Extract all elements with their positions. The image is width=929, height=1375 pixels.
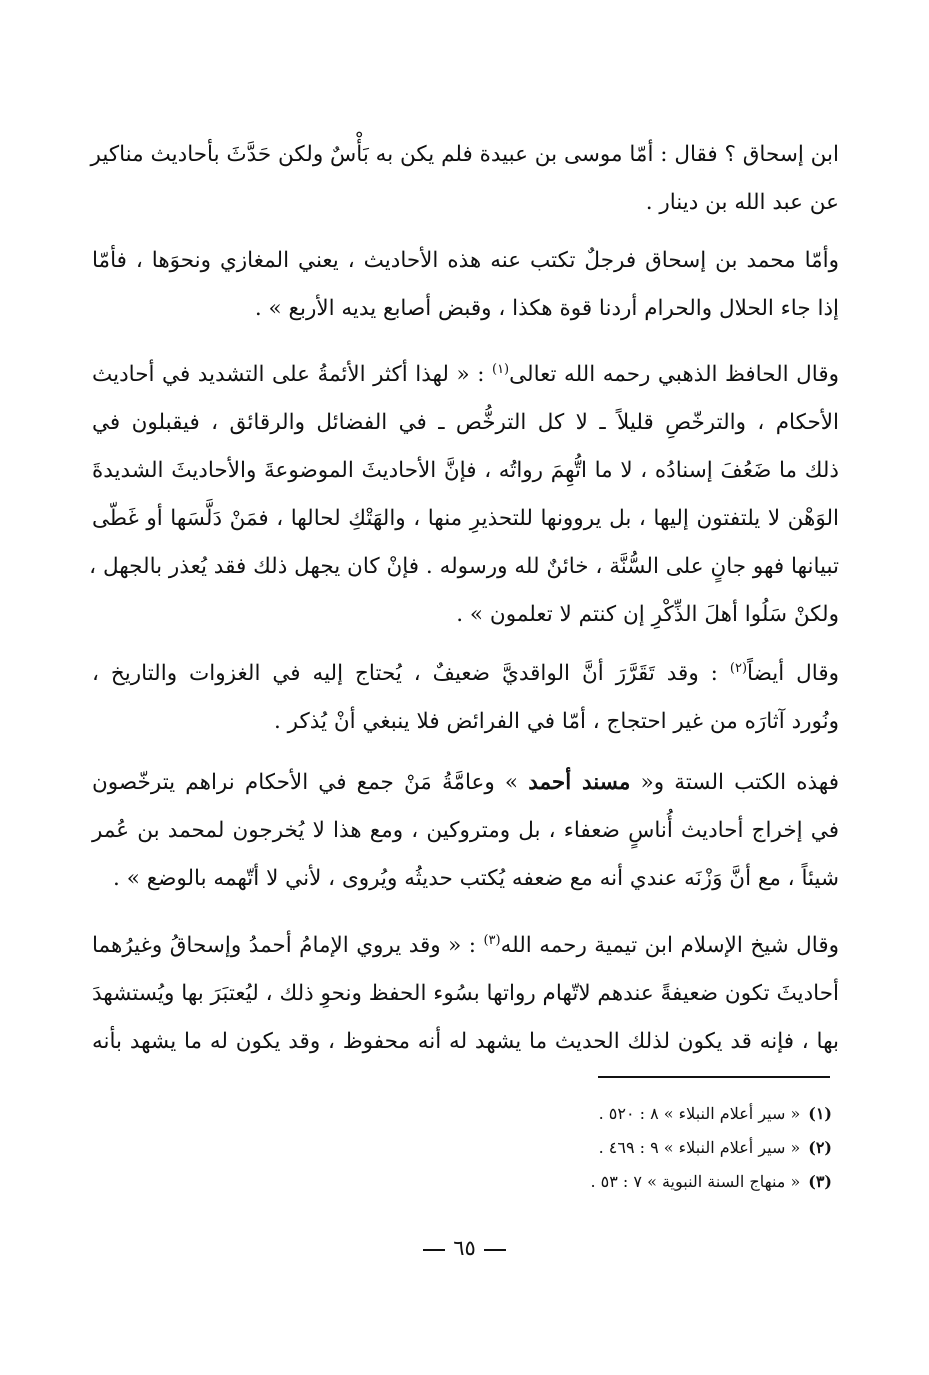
paragraph-line [92, 759, 839, 807]
footnote-marker: (٢) [729, 660, 748, 676]
line-text: وقال الحافظ الذهبي رحمه الله تعالى [509, 362, 840, 387]
footnote-3 [432, 1165, 832, 1199]
paragraph-line: وأمّا محمد بن إسحاق فرجلٌ تكتب عنه هذه الأحاديث ، يعني المغازي ونحوَها ، فأمّا [92, 248, 839, 273]
paragraph-3 [89, 351, 840, 639]
footnotes [432, 1097, 832, 1199]
paragraph-4 [92, 650, 839, 746]
line-text: وقال أيضاً [747, 661, 839, 686]
footnote-text: « سير أعلام النبلاء » ٩ : ٤٦٩ . [598, 1138, 801, 1157]
line-text: : « وقد يروي الإمامُ أحمدُ وإسحاقُ وغيرُهما [92, 933, 484, 958]
page-number-dash [484, 1249, 506, 1251]
paragraph-1 [92, 131, 839, 227]
page-number-dash [423, 1249, 445, 1251]
paragraph-line: إذا جاء الحلال والحرام أردنا قوة هكذا ، وقبض أصابع يديه الأربع » . [254, 296, 839, 321]
line-text: : « لهذا أكثر الأئمةُ على التشديد في أحاديث [92, 362, 492, 387]
paragraph-2 [92, 237, 839, 333]
line-text: » وعامَّةُ مَنْ جمع في الأحكام نراهم يترخّصون [92, 770, 529, 795]
paragraph-line: شيئاً ، مع أنَّ وَزْنَه عندي أنه مع ضعفه يُكتب حديثُه ويُروى ، لأني لا أتّهمه بالوضع » . [113, 866, 839, 891]
footnote-marker: (٣) [483, 932, 501, 948]
paragraph-line: بها ، فإنه قد يكون لذلك الحديث ما يشهد له أنه محفوظ ، وقد يكون له ما يشهد بأنه [92, 1029, 839, 1054]
paragraph-line [92, 650, 839, 698]
footnote-text: « سير أعلام النبلاء » ٨ : ٥٢٠ . [598, 1104, 801, 1123]
footnote-separator [598, 1076, 830, 1078]
footnote-text: « منهاج السنة النبوية » ٧ : ٥٣ . [590, 1172, 801, 1191]
paragraph-line [92, 922, 839, 970]
paragraph-line: ولكنْ سَلُوا أهلَ الذِّكْرِ إن كنتم لا تعلمون » . [456, 602, 839, 627]
paragraph-line: الأحكام ، والترخّصِ قليلاً ـ لا كل الترخُّص ـ في الفضائل والرقائق ، فيقبلون في [92, 410, 839, 435]
paragraph-line: ونُورد آثارَه من غير احتجاج ، أمّا في الفرائض فلا ينبغي أنْ يُذكر . [273, 709, 839, 734]
line-text: : وقد تَقَرَّرَ أنَّ الواقديَّ ضعيفٌ ، يُحتاج إليه في الغزوات والتاريخ ، [92, 661, 730, 686]
footnote-number: (١) [808, 1104, 832, 1123]
paragraph-line: الوَهْن لا يلتفتون إليها ، بل يروونها للتحذيرِ منها ، والهَتْكِ لحالها ، فمَنْ دَلَّسَها أو غَطّى [92, 506, 839, 531]
book-title-bold: مسند أحمد [528, 770, 631, 795]
line-text: فهذه الكتب الستة و« [630, 770, 839, 795]
paragraph-line: ابن إسحاق ؟ فقال : أمّا موسى بن عبيدة فلم يكن به بَأْسٌ ولكن حَدَّثَ بأحاديث مناكير [90, 142, 839, 167]
footnote-number: (٢) [808, 1138, 832, 1157]
paragraph-line [92, 351, 839, 399]
page-number [0, 1236, 929, 1260]
paragraph-line: عن عبد الله بن دينار . [645, 190, 839, 215]
footnote-1 [432, 1097, 832, 1131]
paragraph-line: تبيانها فهو جانٍ على السُّنَّة ، خائنٌ لله ورسوله . فإنْ كان يجهل ذلك فقد يُعذر بالجهل ، [89, 554, 839, 579]
footnote-2 [432, 1131, 832, 1165]
paragraph-line: أحاديثَ تكون ضعيفةً عندهم لاتّهام رواتها بسُوء الحفظ ونحوِ ذلك ، ليُعتبَرَ بها ويُستشهدَ [92, 981, 839, 1006]
paragraph-line: ذلك ما ضَعُفَ إسنادُه ، لا ما اتُّهِمَ رواتُه ، فإنَّ الأحاديثَ الموضوعةَ والأحاديثَ الشديدةَ [92, 458, 839, 483]
page-number-value: ٦٥ [453, 1236, 476, 1260]
footnote-number: (٣) [808, 1172, 832, 1191]
paragraph-5 [92, 759, 839, 903]
footnote-marker: (١) [491, 361, 510, 377]
paragraph-line: في إخراج أحاديث أُناسٍ ضعفاء ، بل ومتروكين ، ومع هذا لا يُخرجون لمحمد بن عُمر [92, 818, 839, 843]
line-text: وقال شيخ الإسلام ابن تيمية رحمه الله [500, 933, 839, 958]
paragraph-6 [92, 922, 839, 1066]
